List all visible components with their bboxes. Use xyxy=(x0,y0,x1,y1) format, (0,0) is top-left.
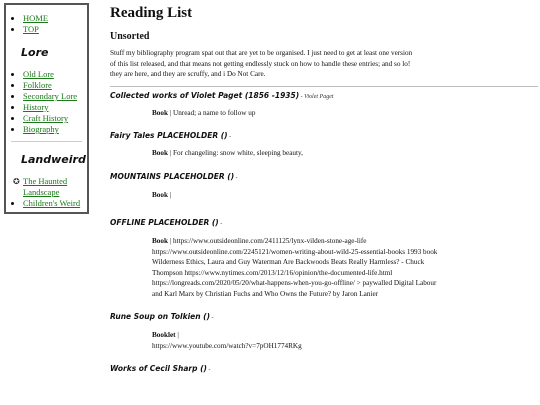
entry-note: Thompson https://www.nytimes.com/2013/12/16/opinion/the-documented-life.html xyxy=(152,268,393,277)
sidebar-item-top[interactable] xyxy=(23,24,87,35)
entry-note: https://www.outsideonline.com/2245121/women-writing-about-wild-25-essential-books 1993 book xyxy=(152,247,438,256)
entry-title xyxy=(110,90,538,103)
entry-author: - xyxy=(210,315,214,321)
sidebar-divider xyxy=(11,141,82,142)
sidebar-item-home[interactable] xyxy=(23,13,87,24)
secondary-lore-link[interactable]: Secondary Lore xyxy=(23,91,78,101)
entry-note: Wilderness Ethics, Laura and Guy Waterman Are Backwoods Beats Really Harmless? - Chuck xyxy=(152,258,425,266)
entry-title xyxy=(110,363,538,376)
childrens-weird-link[interactable]: Children's Weird xyxy=(23,198,81,208)
entry-title-text: Collected works of Violet Paget (1856 -1935) xyxy=(110,90,300,100)
entry-title xyxy=(110,217,538,230)
entry-title xyxy=(110,311,538,324)
page-title: Reading List xyxy=(110,5,193,21)
entry-note: | https://www.outsideonline.com/2411125/lynx-vilden-stone-age-life xyxy=(167,237,367,245)
lore-links xyxy=(6,69,87,135)
entry-type: Book xyxy=(152,108,168,117)
home-link[interactable]: HOME xyxy=(23,13,49,23)
sidebar-item-old-lore[interactable] xyxy=(23,69,87,80)
entry-author: - xyxy=(227,134,232,140)
sidebar-item-haunted-landscape[interactable] xyxy=(13,176,87,198)
sidebar-item-biography[interactable] xyxy=(23,124,87,135)
old-lore-link[interactable]: Old Lore xyxy=(23,69,54,79)
haunted-landscape-link[interactable]: The Haunted Landscape xyxy=(23,176,68,197)
entry-type: Booklet xyxy=(152,331,176,339)
flower-icon: ✪ xyxy=(13,177,20,186)
entry-body xyxy=(152,148,538,159)
intro-line: of this list released, and that means not getting endlessly stuck on how to handle these entries; and so lo! xyxy=(110,59,411,68)
landweird-links xyxy=(6,176,87,209)
entry-note: https://longreads.com/2020/05/20/what-happens-when-you-go-offline/ > paywalled Digital Labour xyxy=(152,279,437,287)
entry-title xyxy=(110,171,538,184)
entry-title xyxy=(110,130,538,143)
craft-history-link[interactable]: Craft History xyxy=(23,113,69,123)
sidebar-heading-lore: Lore xyxy=(21,46,49,59)
history-link[interactable]: History xyxy=(23,102,49,112)
entry-title-text: Works of Cecil Sharp () xyxy=(110,364,207,373)
sidebar-item-folklore[interactable] xyxy=(23,80,87,91)
sidebar-heading-landweird: Landweird xyxy=(21,153,86,166)
entry-note: | xyxy=(175,331,179,339)
entry-author: - xyxy=(218,221,223,227)
sidebar-item-history[interactable] xyxy=(23,102,87,113)
divider xyxy=(110,86,538,87)
entry-title-text: MOUNTAINS PLACEHOLDER () xyxy=(110,171,235,181)
entry-note: | Unread; a name to follow up xyxy=(167,108,256,117)
main-content xyxy=(110,0,538,376)
sidebar-item-craft-history[interactable] xyxy=(23,113,87,124)
entry-note: https://www.youtube.com/watch?v=7pOH1774RKg xyxy=(152,341,302,350)
entry-author: - xyxy=(206,367,211,373)
intro-paragraph xyxy=(110,48,538,80)
top-links xyxy=(6,13,87,35)
biography-link[interactable]: Biography xyxy=(23,124,59,134)
entry-note: and Karl Marx by Christian Fuchs and Who Owns the Future? by Jaron Lanier xyxy=(152,289,379,298)
entry-type: Book xyxy=(152,149,168,157)
entry-author: - xyxy=(234,174,238,181)
entry-body xyxy=(152,190,538,201)
entry-note: | xyxy=(167,190,172,199)
intro-line: they are here, and they are scruffy, and i Do Not Care. xyxy=(110,70,266,78)
intro-line: Stuff my bibliography program spat out that are yet to be organised. I just need to get at least one version xyxy=(110,49,413,57)
entry-author: - Violet Paget xyxy=(299,93,334,100)
sidebar-item-childrens-weird[interactable] xyxy=(23,198,87,209)
section-heading-unsorted: Unsorted xyxy=(110,31,150,42)
entry-title-text: Fairy Tales PLACEHOLDER () xyxy=(110,131,228,140)
entry-body xyxy=(152,330,538,351)
entry-title-text: OFFLINE PLACEHOLDER () xyxy=(110,218,219,227)
entry-title-text: Rune Soup on Tolkien () xyxy=(110,312,211,321)
entry-body xyxy=(152,236,538,299)
entry-type: Book xyxy=(152,237,168,245)
entry-body xyxy=(152,108,538,119)
entry-note: | For changeling: snow white, sleeping beauty, xyxy=(167,149,303,157)
entry-type: Book xyxy=(152,190,168,199)
sidebar-nav xyxy=(4,3,89,214)
sidebar-item-secondary-lore[interactable] xyxy=(23,91,87,102)
top-link[interactable]: TOP xyxy=(23,24,39,34)
folklore-link[interactable]: Folklore xyxy=(23,80,52,90)
